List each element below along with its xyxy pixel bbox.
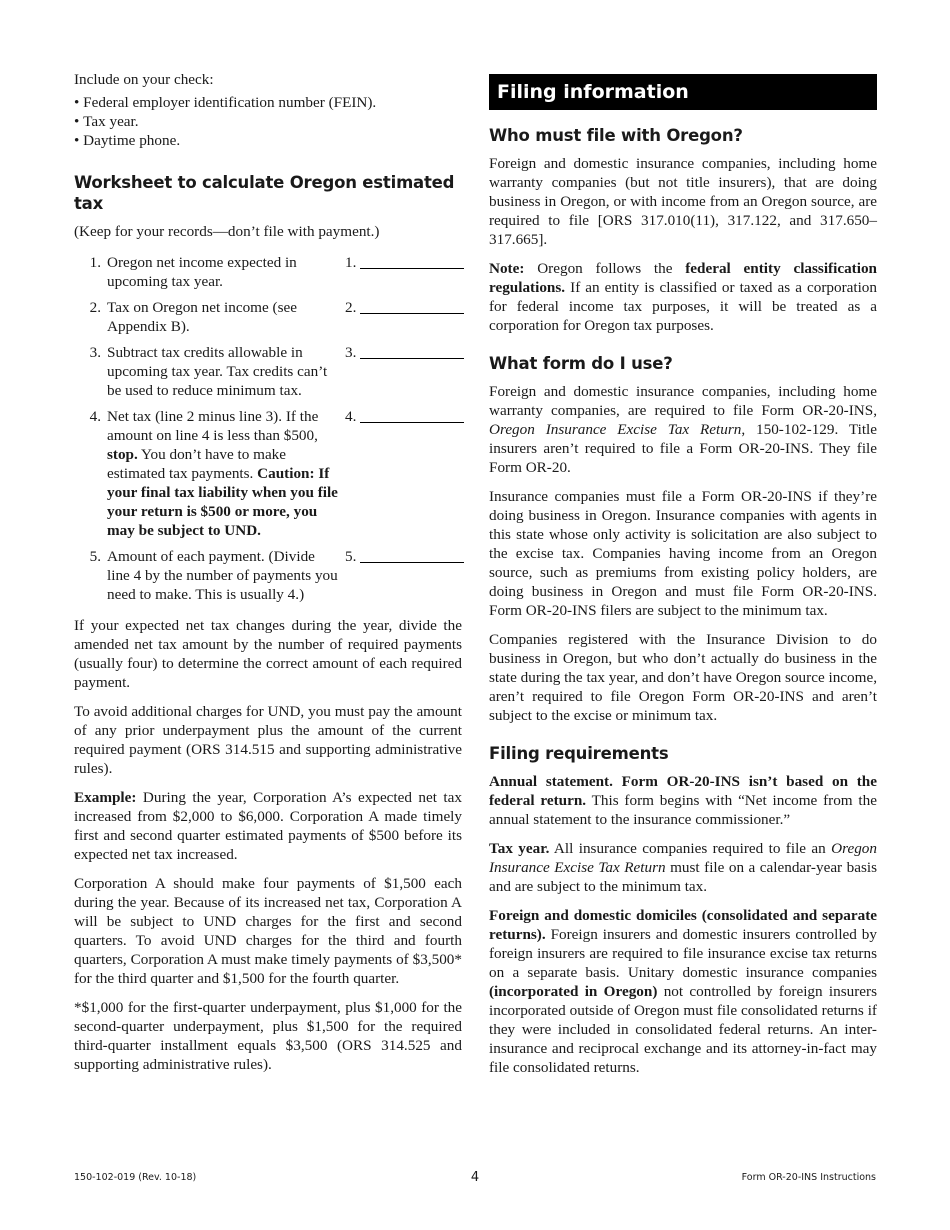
line-3-field[interactable]: 3. — [345, 343, 464, 400]
worksheet-line-5: 5. Amount of each payment. (Divide line 4 by the number of payments you need to make. This is usually 4.) 5. — [74, 547, 462, 604]
right-column — [489, 70, 877, 1087]
paragraph-domiciles: Foreign and domestic domiciles (consolidated and separate returns). Foreign insurers and domestic insurers controlled by foreign insurers are required to file insurance excise tax returns on a separate basis. Unitary domestic insurance companies (incorporated in Oregon) not controlled by foreign insurers incorporated outside of Oregon must file consolidated returns if they were included in consolidated federal returns. An inter-insurance and reciprocal exchange and its attorney-in-fact may file consolidated returns. — [489, 907, 877, 1076]
heading-filing-requirements: Filing requirements — [489, 744, 669, 763]
paragraph-net-tax-changes: If your expected net tax changes during the year, divide the amended net tax amount by the number of required payments (usually four) to determine the correct amount of each required payment. — [74, 617, 462, 691]
check-list — [74, 93, 462, 150]
paragraph-note: Note: Oregon follows the federal entity classification regulations. If an entity is classified or taxed as a corporation for federal income tax purposes, it will be treated as a corporation for Oregon tax purposes. — [489, 260, 877, 334]
paragraph-example: Example: During the year, Corporation A’s expected net tax increased from $2,000 to $6,000. Corporation A made timely first and second quarter estimated payments of $500 before its expected net tax increased. — [74, 789, 462, 863]
check-item-fein: • Federal employer identification number (FEIN). — [74, 93, 462, 112]
line-4-field[interactable]: 4. — [345, 407, 464, 540]
page-number: 4 — [470, 1170, 480, 1185]
paragraph-what-form: Foreign and domestic insurance companies, including home warranty companies, are required to file Form OR-20-INS, Oregon Insurance Excise Tax Return, 150-102-129. Title insurers aren’t required to file a Form OR-20-INS. They file Form OR-20. — [489, 383, 877, 476]
paragraph-doing-business: Insurance companies must file a Form OR-20-INS if they’re doing business in Oregon. Insurance companies with agents in this state whose only activity is solicitation are also subject to the excise tax. Companies having income from an Oregon source, such as premiums from existing policy holders, are doing business in Oregon and must file Form OR-20-INS. Form OR-20-INS filers are subject to the minimum tax. — [489, 488, 877, 619]
paragraph-registered-companies: Companies registered with the Insurance Division to do business in Oregon, but who don’t actually do business in the state during the tax year, and don’t have Oregon source income, aren’t required to file Oregon Form OR-20-INS and aren’t subject to the excise or minimum tax. — [489, 631, 877, 724]
paragraph-corporation-a: Corporation A should make four payments of $1,500 each during the year. Because of its increased net tax, Corporation A will be subject to UND charges for the first and second quarters. To avoid UND charges for the third and fourth quarters, Corporation A must make timely payments of $3,500* for the third quarter and $1,500 for the fourth quarter. — [74, 875, 462, 987]
paragraph-who-must-file: Foreign and domestic insurance companies, including home warranty companies (but not title insurers), that are doing business in Oregon, or with income from an Oregon source, are required to file [ORS 317.010(11), 317.122, and 317.650–317.665]. — [489, 155, 877, 248]
caution-text: Caution: If your final tax liability when you file your return is $500 or more, you may be subject to UND. — [107, 465, 338, 539]
footer-form-number: 150-102-019 (Rev. 10-18) — [74, 1172, 197, 1183]
worksheet-line-4: 4. Net tax (line 2 minus line 3). If the amount on line 4 is less than $500, stop. You don’t have to make estimated tax payments. Caution: If your final tax liability when you file your return is $500 or more, you may be subject to UND. 4. — [74, 407, 462, 540]
footer-form-title: Form OR-20-INS Instructions — [741, 1172, 876, 1183]
worksheet — [74, 253, 462, 604]
left-column — [74, 70, 462, 1084]
paragraph-footnote: *$1,000 for the first-quarter underpayment, plus $1,000 for the second-quarter underpayment, plus $1,500 for the required third-quarter installment equals $3,500 (ORS 314.525 and supporting administrative rules). — [74, 999, 462, 1073]
line-1-field[interactable]: 1. — [345, 253, 464, 291]
paragraph-tax-year: Tax year. All insurance companies required to file an Oregon Insurance Excise Tax Return must file on a calendar-year basis and are subject to the minimum tax. — [489, 840, 877, 895]
worksheet-title: Worksheet to calculate Oregon estimated tax — [74, 173, 455, 213]
worksheet-line-2: 2. Tax on Oregon net income (see Appendix B). 2. — [74, 298, 462, 336]
paragraph-annual-statement: Annual statement. Form OR-20-INS isn’t based on the federal return. This form begins with “Net income from the annual statement to the insurance commissioner.” — [489, 773, 877, 828]
worksheet-line-1: 1. Oregon net income expected in upcoming tax year. 1. — [74, 253, 462, 291]
line-2-field[interactable]: 2. — [345, 298, 464, 336]
paragraph-avoid-und: To avoid additional charges for UND, you must pay the amount of any prior underpayment plus the amount of the current required payment (ORS 314.515 and supporting administrative rules). — [74, 703, 462, 777]
line-5-field[interactable]: 5. — [345, 547, 464, 604]
heading-what-form: What form do I use? — [489, 354, 673, 373]
worksheet-note: (Keep for your records—don’t file with payment.) — [74, 223, 380, 240]
filing-information-banner: Filing information — [489, 74, 877, 110]
heading-who-must-file: Who must file with Oregon? — [489, 126, 743, 145]
check-item-tax-year: • Tax year. — [74, 112, 462, 131]
check-intro: Include on your check: — [74, 71, 214, 88]
worksheet-line-3: 3. Subtract tax credits allowable in upcoming tax year. Tax credits can’t be used to reduce minimum tax. 3. — [74, 343, 462, 400]
check-item-phone: • Daytime phone. — [74, 131, 462, 150]
